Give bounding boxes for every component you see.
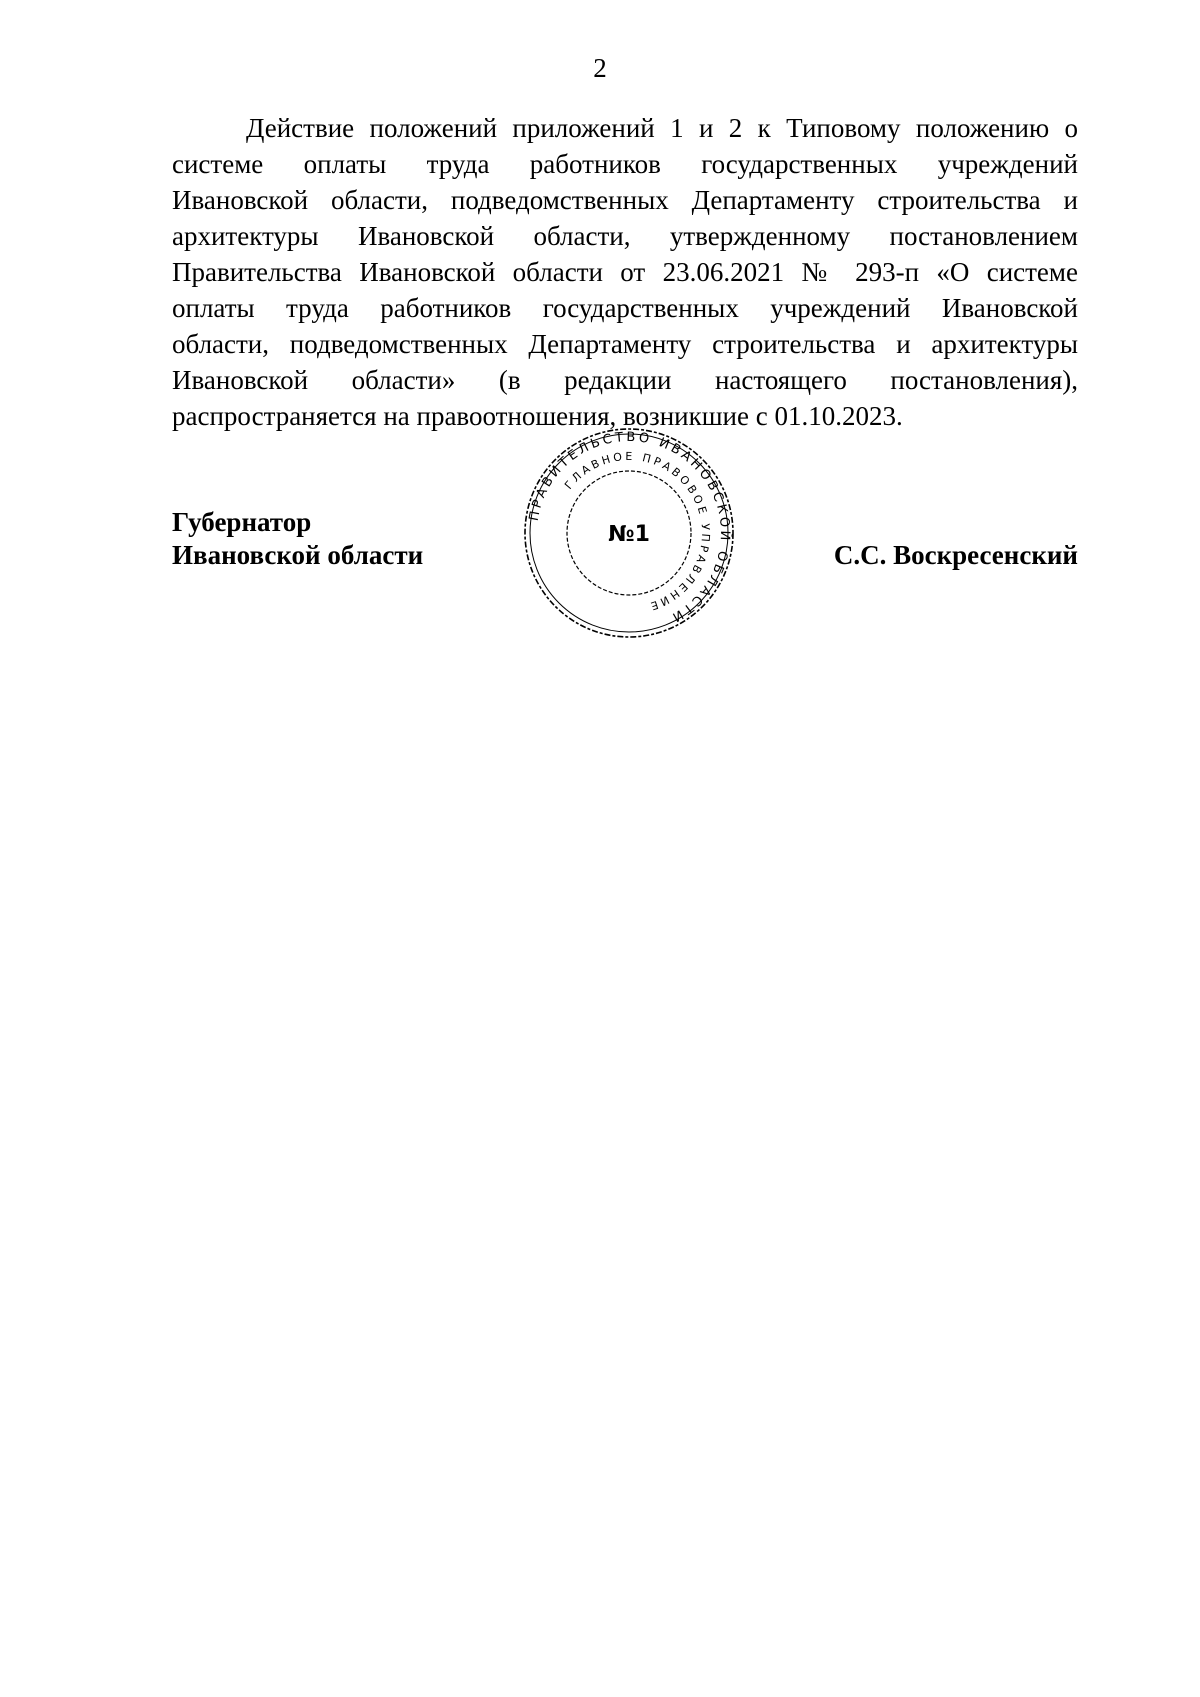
paragraph-line: распространяется на правоотношения, возникшие с 01.10.2023. [172,401,903,431]
paragraph-line: Действие положений приложений 1 и 2 к Типовому положению о [246,113,1078,143]
paragraph-line: оплаты труда работников государственных учреждений Ивановской [172,293,1078,323]
seal-number: №1 [608,522,650,547]
signatory-title-line-2: Ивановской области [172,540,424,570]
body-paragraph [172,110,1078,434]
seal-inner-text: ГЛАВНОЕ ПРАВОВОЕ УПРАВЛЕНИЕ [562,449,713,614]
paragraph-line: Ивановской области, подведомственных Департаменту строительства и [172,185,1078,215]
paragraph-line: Правительства Ивановской области от 23.06.2021 № 293-п «О системе [172,257,1078,287]
paragraph-line: архитектуры Ивановской области, утвержденному постановлением [172,221,1078,251]
paragraph-line: системе оплаты труда работников государственных учреждений [172,149,1078,179]
paragraph-line: Ивановской области» (в редакции настоящего постановления), [172,365,1078,395]
page-number: 2 [593,53,607,83]
signatory-title-line-1: Губернатор [172,507,312,537]
paragraph-line: области, подведомственных Департаменту строительства и архитектуры [172,329,1078,359]
signatory-name: С.С. Воскресенский [833,540,1078,570]
official-seal [523,427,735,639]
seal-outer-text: ПРАВИТЕЛЬСТВО ИВАНОВСКОЙ ОБЛАСТИ [526,429,733,626]
signatory-title [172,506,423,572]
